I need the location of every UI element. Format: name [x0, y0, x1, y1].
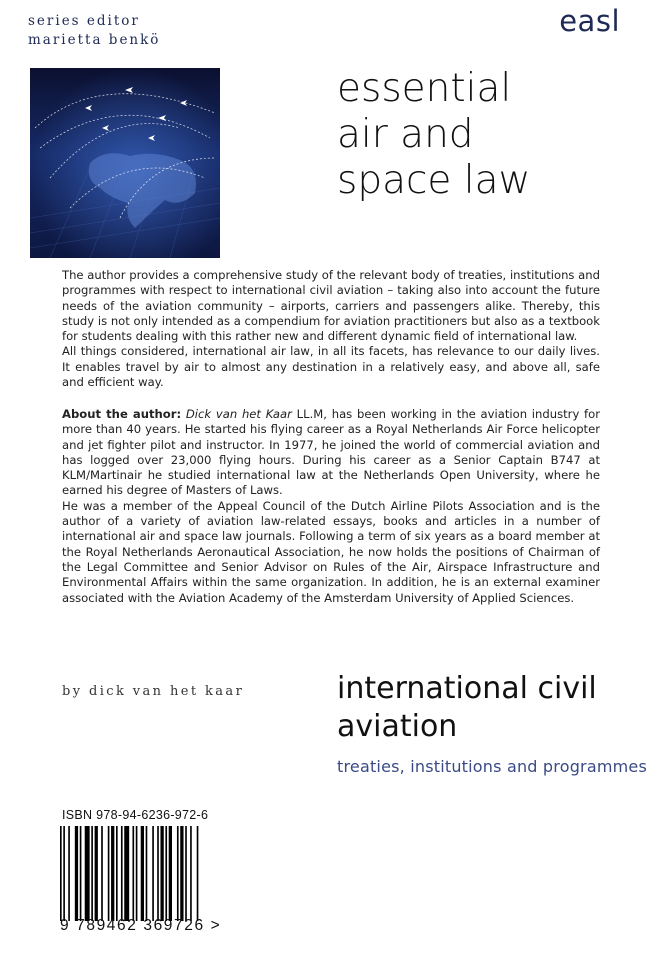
- isbn-label: ISBN 978-94-6236-972-6: [62, 808, 209, 822]
- barcode-bar: [165, 826, 167, 921]
- barcode-bar: [68, 826, 70, 921]
- byline: by dick van het kaar: [62, 684, 245, 699]
- series-editor-block: [28, 12, 160, 50]
- series-title-line: air and: [337, 112, 474, 157]
- barcode-bar: [157, 826, 159, 921]
- author-name: Dick van het Kaar: [185, 407, 292, 421]
- barcode-bar: [160, 826, 163, 921]
- blurb-paragraph: The author provides a comprehensive study of the relevant body of treaties, institutions and programmes with respect to international civil aviation – taking also into account the future needs of the aviation community – airports, carriers and passengers alike. Thereby, this study is not only intended as a compendium for aviation practitioners but also as a textbook for students dealing with this rather new and different dynamic field of international law.: [62, 268, 600, 344]
- barcode-bar: [177, 826, 179, 921]
- barcode-bar: [185, 826, 187, 921]
- barcode-bar: [116, 826, 118, 921]
- author-bio-paragraph: [62, 407, 600, 499]
- author-bio: [62, 407, 600, 606]
- barcode-bar: [132, 826, 134, 921]
- barcode-bar: [136, 826, 138, 921]
- book-title-line: aviation: [337, 709, 458, 744]
- barcode-bar: [85, 826, 90, 921]
- publisher-logo: easl: [559, 4, 620, 38]
- series-title-line: essential: [337, 66, 512, 111]
- barcode-bar: [63, 826, 65, 921]
- barcode: [60, 826, 200, 921]
- series-editor-name: marietta benkö: [28, 32, 161, 48]
- barcode-digits: 9 789462 369726 >: [60, 917, 222, 934]
- author-bio-label: About the author:: [62, 407, 182, 421]
- book-subtitle: treaties, institutions and programmes: [337, 757, 647, 776]
- book-title-line: international civil: [337, 671, 597, 706]
- book-title: [337, 670, 597, 746]
- barcode-bar: [60, 826, 62, 921]
- barcode-bar: [108, 826, 110, 921]
- barcode-bar: [197, 826, 199, 921]
- barcode-bar: [146, 826, 148, 921]
- blurb: [62, 268, 600, 390]
- series-title: [337, 66, 530, 204]
- barcode-bar: [80, 826, 82, 921]
- barcode-bar: [75, 826, 78, 921]
- series-title-line: space law: [337, 158, 531, 203]
- barcode-bar: [101, 826, 103, 921]
- cover-image: [30, 68, 220, 258]
- barcode-bar: [91, 826, 93, 921]
- barcode-bar: [190, 826, 192, 921]
- series-editor-label: series editor: [28, 13, 140, 29]
- barcode-bar: [169, 826, 172, 921]
- barcode-bar: [111, 826, 114, 921]
- barcode-bar: [121, 826, 123, 921]
- barcode-bar: [152, 826, 154, 921]
- blurb-paragraph: All things considered, international air law, in all its facets, has relevance to our daily lives. It enables travel by air to almost any destination in a relatively easy, and above all, safe and efficient way.: [62, 344, 600, 390]
- author-bio-text: LL.M, has been working in the aviation industry for more than 40 years. He started his flying career as a Royal Netherlands Air Force helicopter and jet fighter pilot and instructor. In 1977, he joined the world of commercial aviation and has logged over 23,000 flying hours. During his career as a Senior Captain B747 at KLM/Martinair he studied international law at the Netherlands Open University, where he earned his degree of Masters of Laws.: [62, 407, 600, 498]
- barcode-bar: [95, 826, 98, 921]
- author-bio-paragraph: He was a member of the Appeal Council of the Dutch Airline Pilots Association and is the author of a variety of aviation law-related essays, books and articles in a number of international air and space law journals. Following a term of six years as a board member at the Royal Netherlands Aeronautical Association, he now holds the positions of Chairman of the Legal Committee and Senior Advisor on Rules of the Air, Airspace Infrastructure and Environmental Affairs within the same organization. In addition, he is an external examiner associated with the Aviation Academy of the Amsterdam University of Applied Sciences.: [62, 498, 600, 605]
- barcode-bar: [180, 826, 183, 921]
- barcode-bar: [141, 826, 144, 921]
- barcode-bar: [124, 826, 129, 921]
